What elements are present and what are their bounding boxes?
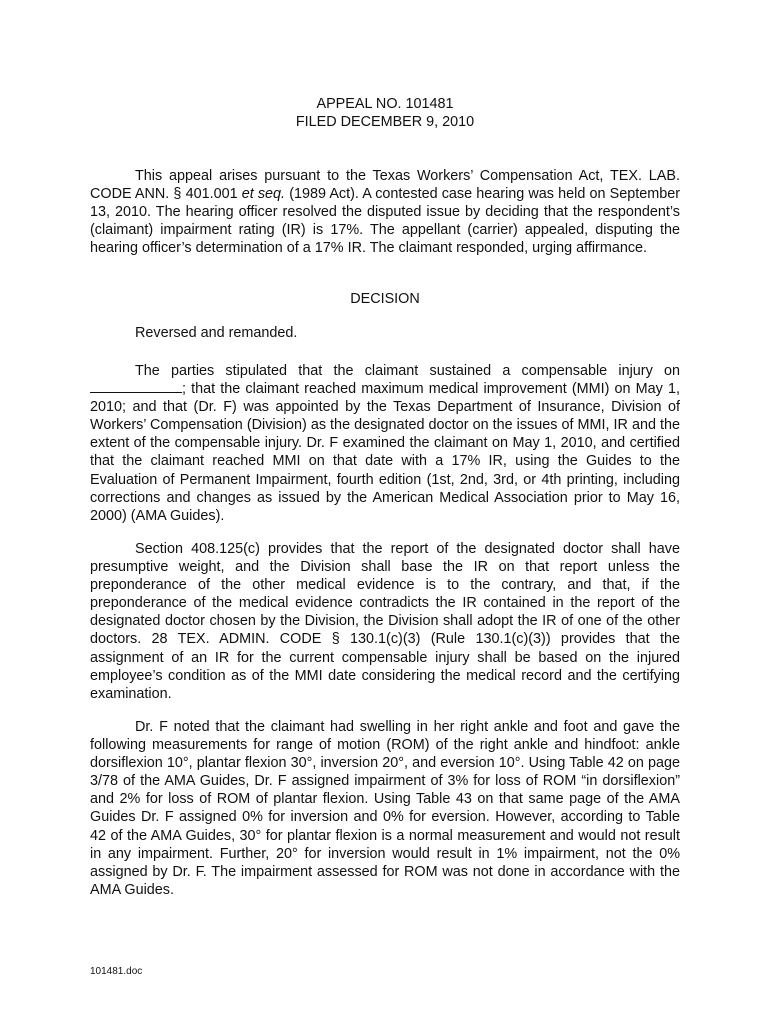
- appeal-number: APPEAL NO. 101481: [316, 96, 454, 112]
- intro-italic: et seq.: [241, 186, 286, 203]
- stipulations-text-2: ; that the claimant reached maximum medical improvement (MMI) on May 1, 2010; and that (Dr. F) was appointed by the Texas Department of Insurance, Division of Workers’ Compensation (Division) as the designated doctor on the issues of MMI, IR and the extent of the compensable injury. Dr. F examined the claimant on May 1, 2010, and certified that the claimant reached MMI on that date with a 17% IR, using the Guides to the Evaluation of Permanent Impairment, fourth edition (1st, 2nd, 3rd, or 4th printing, including corrections and changes as issued by the American Medical Association prior to May 16, 2000) (AMA Guides).: [90, 381, 680, 524]
- rom-paragraph: Dr. F noted that the claimant had swelling in her right ankle and foot and gave the following measurements for range of motion (ROM) of the right ankle and hindfoot: ankle dorsiflexion 10°, plantar flexion 30°, inversion 20°, and eversion 10°. Using Table 42 on page 3/78 of the AMA Guides, Dr. F assigned impairment of 3% for loss of ROM “in dorsiflexion” and 2% for loss of ROM of plantar flexion. Using Table 43 on that same page of the AMA Guides Dr. F assigned 0% for inversion and 0% for eversion. However, according to Table 42 of the AMA Guides, 30° for plantar flexion is a normal measurement and would not result in any impairment. Further, 20° for inversion would result in 1% impairment, not the 0% assigned by Dr. F. The impairment assessed for ROM was not done in accordance with the AMA Guides.: [90, 719, 680, 898]
- filed-date: FILED DECEMBER 9, 2010: [295, 114, 475, 130]
- stipulations-text-1: The parties stipulated that the claimant sustained a compensable injury on: [135, 363, 680, 379]
- intro-text-2: (1989 Act). A contested case hearing was held on September 13, 2010. The hearing officer resolved the disputed issue by deciding that the respondent’s (claimant) impairment rating (IR) is 17%. The appellant (carrier) appealed, disputing the hearing officer’s determination of a 17% IR. The claimant responded, urging affirmance.: [90, 186, 680, 257]
- document-footer: 101481.doc: [90, 966, 143, 977]
- intro-text-1: This appeal arises pursuant to the Texas Workers’ Compensation Act, TEX. LAB. CODE ANN. § 401.001: [90, 168, 680, 203]
- section-paragraph: Section 408.125(c) provides that the report of the designated doctor shall have presumptive weight, and the Division shall base the IR on that report unless the preponderance of the other medical evidence is to the contrary, and that, if the preponderance of the medical evidence contradicts the IR contained in the report of the designated doctor chosen by the Division, the Division shall adopt the IR of one of the other doctors. 28 TEX. ADMIN. CODE § 130.1(c)(3) (Rule 130.1(c)(3)) provides that the assignment of an IR for the current compensable injury shall be based on the injured employee’s condition as of the MMI date considering the medical record and the certifying examination.: [90, 541, 680, 702]
- decision-heading: DECISION: [350, 291, 420, 307]
- decision-result: Reversed and remanded.: [135, 325, 298, 341]
- stipulations-paragraph: [90, 362, 680, 525]
- intro-paragraph: [90, 167, 680, 257]
- injury-date-blank: [90, 380, 182, 393]
